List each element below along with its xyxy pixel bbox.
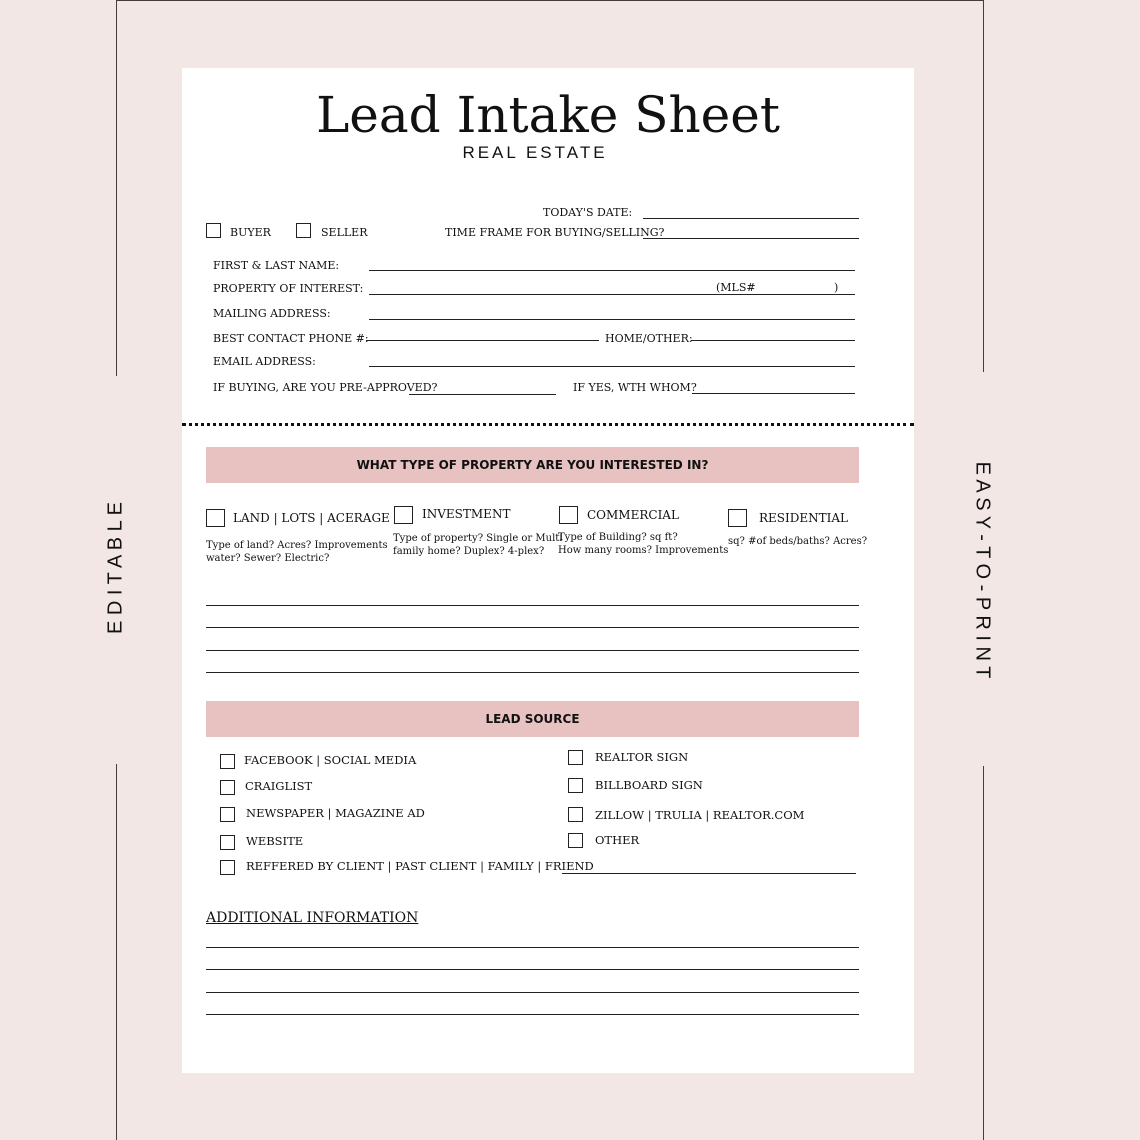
home-other-field[interactable]	[691, 340, 855, 341]
buyer-checkbox[interactable]	[206, 223, 221, 238]
with-whom-label: IF YES, WTH WHOM?	[573, 381, 697, 394]
mls-close: )	[834, 281, 839, 294]
email-label: EMAIL ADDRESS:	[213, 355, 316, 368]
lead-source-heading: LEAD SOURCE	[206, 701, 859, 737]
preapproved-field[interactable]	[409, 394, 556, 395]
commercial-label: COMMERCIAL	[587, 508, 679, 522]
facebook-label: FACEBOOK | SOCIAL MEDIA	[244, 753, 417, 767]
mls-label: (MLS#	[716, 281, 756, 294]
name-field[interactable]	[369, 270, 855, 271]
commercial-hint-1: Type of Building? sq ft?	[558, 532, 678, 543]
newspaper-checkbox[interactable]	[220, 807, 235, 822]
realtor-sign-checkbox[interactable]	[568, 750, 583, 765]
additional-info-line[interactable]	[206, 947, 859, 948]
residential-checkbox[interactable]	[728, 509, 747, 527]
investment-hint-2: family home? Duplex? 4-plex?	[393, 546, 545, 557]
land-hint-1: Type of land? Acres? Improvements	[206, 540, 388, 551]
property-notes-line[interactable]	[206, 650, 859, 651]
side-label-easy-to-print: E A S Y - T O - P R I N T	[971, 461, 994, 679]
additional-info-line[interactable]	[206, 992, 859, 993]
with-whom-field[interactable]	[692, 393, 855, 394]
form-sheet	[182, 68, 914, 1073]
frame-left-upper	[116, 0, 117, 376]
referred-label: REFFERED BY CLIENT | PAST CLIENT | FAMILY | FRIEND	[246, 859, 594, 873]
todays-date-field[interactable]	[643, 218, 859, 219]
zillow-checkbox[interactable]	[568, 807, 583, 822]
referred-field[interactable]	[562, 873, 856, 874]
craiglist-label: CRAIGLIST	[245, 779, 313, 793]
frame-left-lower	[116, 764, 117, 1140]
referred-checkbox[interactable]	[220, 860, 235, 875]
mailing-label: MAILING ADDRESS:	[213, 307, 331, 320]
property-field[interactable]	[369, 294, 855, 295]
investment-checkbox[interactable]	[394, 506, 413, 524]
property-type-heading: WHAT TYPE OF PROPERTY ARE YOU INTERESTED IN?	[206, 447, 859, 483]
commercial-hint-2: How many rooms? Improvements	[558, 545, 729, 556]
land-checkbox[interactable]	[206, 509, 225, 527]
facebook-checkbox[interactable]	[220, 754, 235, 769]
section-divider	[182, 423, 914, 426]
land-label: LAND | LOTS | ACERAGE	[233, 511, 390, 525]
buyer-label: BUYER	[230, 226, 271, 239]
additional-info-line[interactable]	[206, 969, 859, 970]
website-checkbox[interactable]	[220, 835, 235, 850]
residential-label: RESIDENTIAL	[759, 511, 849, 525]
email-field[interactable]	[369, 366, 855, 367]
frame-right-lower	[983, 766, 984, 1140]
land-hint-2: water? Sewer? Electric?	[206, 553, 330, 564]
side-label-editable: E D I T A B L E	[104, 502, 127, 634]
other-label: OTHER	[595, 833, 640, 847]
home-other-label: HOME/OTHER:	[605, 332, 693, 345]
mailing-field[interactable]	[369, 319, 855, 320]
residential-hint-1: sq? #of beds/baths? Acres?	[728, 536, 868, 547]
seller-checkbox[interactable]	[296, 223, 311, 238]
phone-label: BEST CONTACT PHONE #:	[213, 332, 369, 345]
investment-label: INVESTMENT	[422, 507, 511, 521]
additional-info-line[interactable]	[206, 1014, 859, 1015]
property-notes-line[interactable]	[206, 605, 859, 606]
property-label: PROPERTY OF INTEREST:	[213, 282, 364, 295]
website-label: WEBSITE	[246, 834, 304, 848]
investment-hint-1: Type of property? Single or Multi	[393, 533, 563, 544]
phone-field[interactable]	[366, 340, 599, 341]
newspaper-label: NEWSPAPER | MAGAZINE AD	[246, 806, 425, 820]
billboard-label: BILLBOARD SIGN	[595, 778, 703, 792]
preapproved-label: IF BUYING, ARE YOU PRE-APPROVED?	[213, 381, 438, 394]
frame-top	[116, 0, 984, 1]
page-title: Lead Intake Sheet	[316, 86, 780, 144]
craiglist-checkbox[interactable]	[220, 780, 235, 795]
name-label: FIRST & LAST NAME:	[213, 259, 340, 272]
time-frame-field[interactable]	[643, 238, 859, 239]
frame-right-upper	[983, 0, 984, 372]
time-frame-label: TIME FRAME FOR BUYING/SELLING?	[445, 226, 665, 239]
page-subtitle: REAL ESTATE	[462, 143, 608, 162]
seller-label: SELLER	[321, 226, 368, 239]
zillow-label: ZILLOW | TRULIA | REALTOR.COM	[595, 808, 805, 822]
other-checkbox[interactable]	[568, 833, 583, 848]
property-notes-line[interactable]	[206, 672, 859, 673]
property-notes-line[interactable]	[206, 627, 859, 628]
commercial-checkbox[interactable]	[559, 506, 578, 524]
todays-date-label: TODAY'S DATE:	[543, 206, 633, 219]
realtor-sign-label: REALTOR SIGN	[595, 750, 689, 764]
billboard-checkbox[interactable]	[568, 778, 583, 793]
additional-info-heading: ADDITIONAL INFORMATION	[206, 910, 419, 926]
